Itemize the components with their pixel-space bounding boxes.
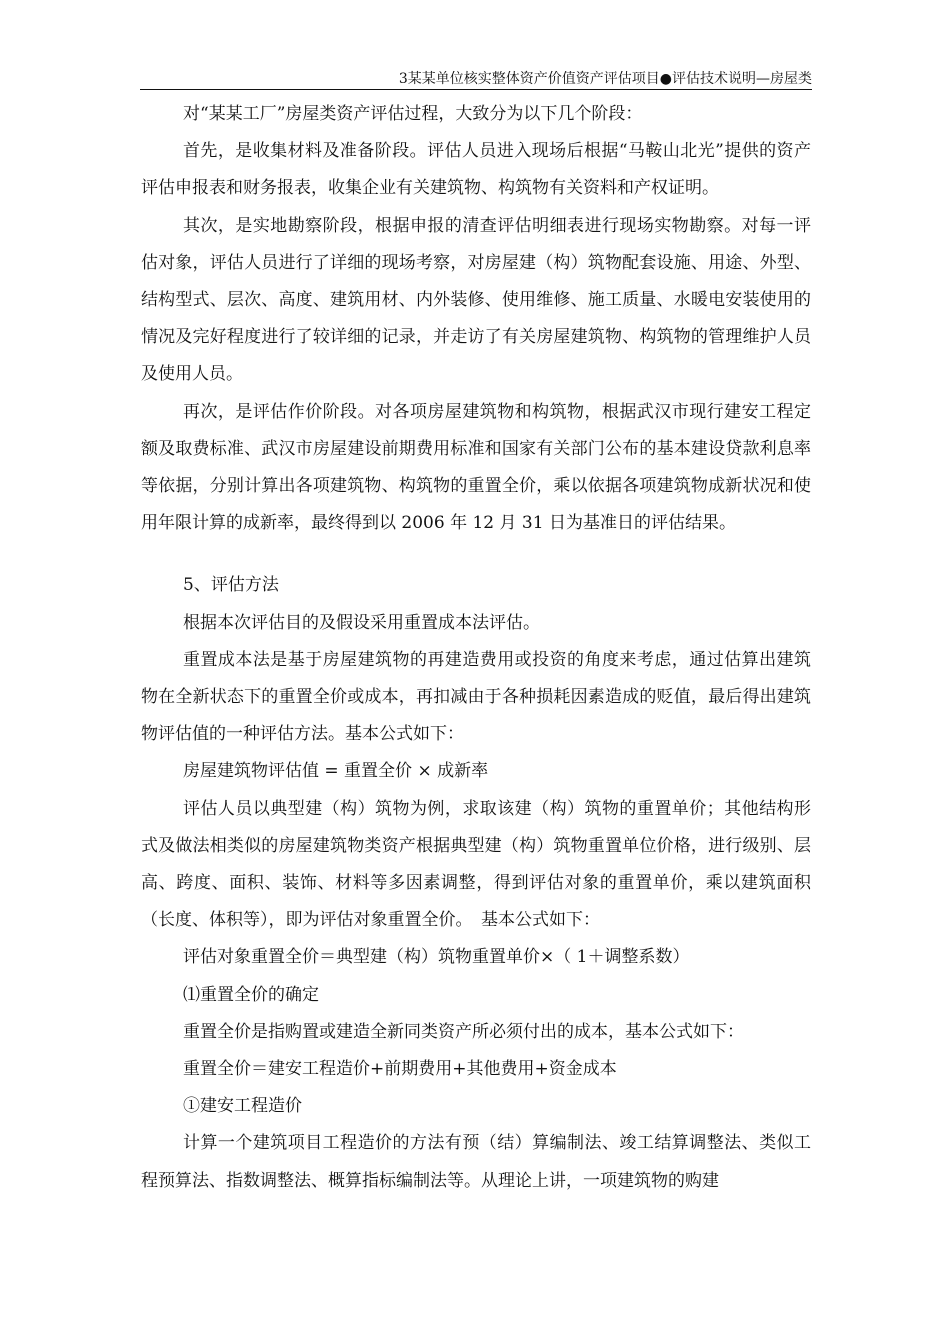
paragraph-typical-building-unit-price: 评估人员以典型建（构）筑物为例，求取该建（构）筑物的重置单价；其他结构形式及做法相类似的房屋建筑物类资产根据典型建（构）筑物重置单位价格，进行级别、层高、跨度、面积、装饰、材料等多因素调整，得到评估对象的重置单价，乘以建筑面积（长度、体积等），即为评估对象重置全价。 基本公式如下： xyxy=(141,798,811,931)
formula-replacement-full-price: 评估对象重置全价＝典型建（构）筑物重置单价×（ 1＋调整系数） xyxy=(183,947,690,968)
paragraph-construction-cost-methods: 计算一个建筑项目工程造价的方法有预（结）算编制法、竣工结算调整法、类似工程预算法、指数调整法、概算指标编制法等。从理论上讲，一项建筑物的购建 xyxy=(141,1133,811,1191)
paragraph-method-basis: 根据本次评估目的及假设采用重置成本法评估。 xyxy=(183,612,540,633)
section-spacer xyxy=(141,542,811,567)
subheading-full-price-determination: ⑴重置全价的确定 xyxy=(183,984,319,1005)
paragraph-stages-intro: 对“某某工厂”房屋类资产评估过程，大致分为以下几个阶段： xyxy=(183,104,643,124)
formula-building-valuation: 房屋建筑物评估值 = 重置全价 × 成新率 xyxy=(183,761,489,782)
document-body xyxy=(141,96,811,1200)
section-heading-valuation-method: 5、评估方法 xyxy=(183,575,279,596)
formula-full-price-components: 重置全价＝建安工程造价+前期费用+其他费用+资金成本 xyxy=(183,1059,617,1080)
paragraph-stage-third: 再次，是评估作价阶段。对各项房屋建筑物和构筑物，根据武汉市现行建安工程定额及取费标准、武汉市房屋建设前期费用标准和国家有关部门公布的基本建设贷款利息率等依据，分别计算出各项建筑物、构筑物的重置全价，乘以依据各项建筑物成新状况和使用年限计算的成新率，最终得到以 2006 年 12 月 31 日为基准日的评估结果。 xyxy=(141,401,811,534)
paragraph-full-price-definition: 重置全价是指购置或建造全新同类资产所必须付出的成本，基本公式如下： xyxy=(183,1021,744,1042)
paragraph-stage-first: 首先，是收集材料及准备阶段。评估人员进入现场后根据“马鞍山北光”提供的资产评估申报表和财务报表，收集企业有关建筑物、构筑物有关资料和产权证明。 xyxy=(141,141,811,199)
header-divider xyxy=(140,89,812,90)
paragraph-stage-second: 其次，是实地勘察阶段，根据申报的清查评估明细表进行现场实物勘察。对每一评估对象，评估人员进行了详细的现场考察，对房屋建（构）筑物配套设施、用途、外型、结构型式、层次、高度、建筑用材、内外装修、使用维修、施工质量、水暖电安装使用的情况及完好程度进行了较详细的记录，并走访了有关房屋建筑物、构筑物的管理维护人员及使用人员。 xyxy=(141,215,811,385)
paragraph-replacement-cost-definition: 重置成本法是基于房屋建筑物的再建造费用或投资的角度来考虑，通过估算出建筑物在全新状态下的重置全价或成本，再扣减由于各种损耗因素造成的贬值，最后得出建筑物评估值的一种评估方法。基本公式如下： xyxy=(141,649,811,745)
subheading-construction-cost: ①建安工程造价 xyxy=(183,1096,302,1117)
page-header-title: 3某某单位核实整体资产价值资产评估项目●评估技术说明—房屋类 xyxy=(398,71,812,87)
